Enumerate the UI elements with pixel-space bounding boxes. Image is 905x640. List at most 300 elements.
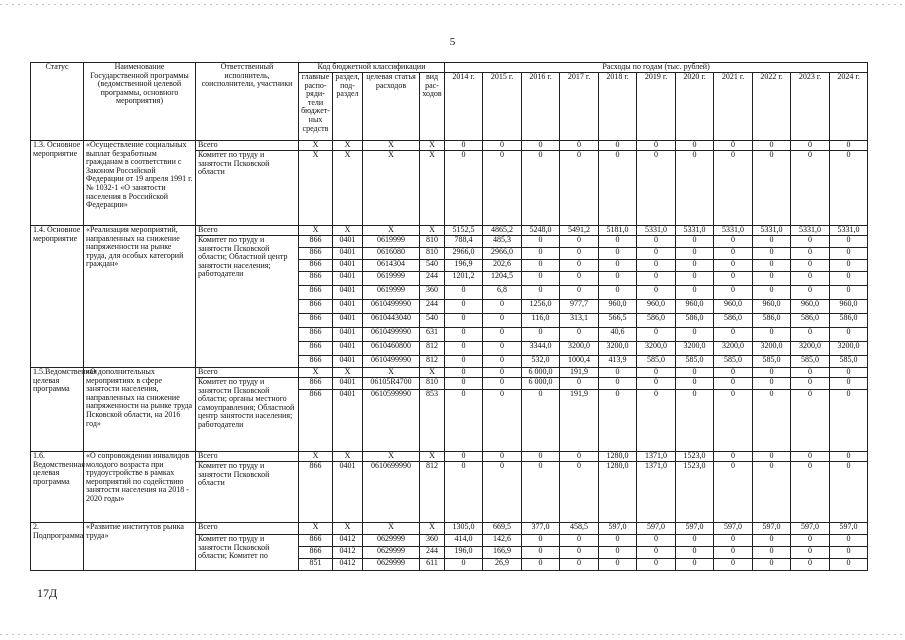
cell-expense: 0 xyxy=(637,272,676,286)
cell-csr: 0619999 xyxy=(363,286,420,300)
cell-expense: 5331,0 xyxy=(791,226,830,236)
cell-expense: 0 xyxy=(560,236,599,248)
cell-executor-total: Всего xyxy=(196,368,299,378)
table-body xyxy=(31,141,868,571)
cell-expense: 196,9 xyxy=(445,260,483,272)
cell-csr: 0610499990 xyxy=(363,328,420,342)
cell-rzpr: 0401 xyxy=(333,248,363,260)
cell-expense: 0 xyxy=(560,452,599,462)
cell-expense: 26,9 xyxy=(483,559,522,571)
cell-grbs: 866 xyxy=(299,260,333,272)
cell-expense: 0 xyxy=(560,260,599,272)
table-row xyxy=(31,226,868,236)
header-csr: целевая статья расходов xyxy=(363,73,420,141)
cell-expense: 0 xyxy=(483,141,522,151)
cell-expense: 5152,5 xyxy=(445,226,483,236)
cell-expense: 0 xyxy=(522,236,560,248)
cell-expense: 0 xyxy=(522,286,560,300)
cell-expense: 116,0 xyxy=(522,314,560,328)
cell-expense: 1201,2 xyxy=(445,272,483,286)
cell-expense: 0 xyxy=(560,462,599,523)
cell-expense: 960,0 xyxy=(676,300,714,314)
cell-expense: 5181,0 xyxy=(599,226,637,236)
cell-expense: 0 xyxy=(791,248,830,260)
cell-expense: 0 xyxy=(445,151,483,226)
cell-vr: 540 xyxy=(420,260,445,272)
cell-expense: 2966,0 xyxy=(483,248,522,260)
cell-grbs: 866 xyxy=(299,272,333,286)
cell-vr: X xyxy=(420,141,445,151)
cell-status: 1.3. Основное мероприятие xyxy=(31,141,84,226)
cell-vr: X xyxy=(420,151,445,226)
cell-expense: 0 xyxy=(676,248,714,260)
cell-expense: 1280,0 xyxy=(599,462,637,523)
cell-expense: 0 xyxy=(522,535,560,547)
cell-expense: 0 xyxy=(791,151,830,226)
cell-expense: 1523,0 xyxy=(676,452,714,462)
budget-table xyxy=(30,62,868,571)
cell-expense: 0 xyxy=(483,462,522,523)
header-vr: вид рас-ходов xyxy=(420,73,445,141)
cell-expense: 960,0 xyxy=(753,300,791,314)
cell-expense: 5331,0 xyxy=(676,226,714,236)
header-row-1 xyxy=(31,63,868,73)
cell-rzpr: X xyxy=(333,141,363,151)
header-year: 2017 г. xyxy=(560,73,599,141)
header-year: 2016 г. xyxy=(522,73,560,141)
cell-expense: 0 xyxy=(714,547,753,559)
cell-vr: 360 xyxy=(420,535,445,547)
cell-expense: 0 xyxy=(637,151,676,226)
cell-expense: 191,9 xyxy=(560,390,599,452)
cell-csr: 0619999 xyxy=(363,272,420,286)
cell-expense: 1256,0 xyxy=(522,300,560,314)
cell-expense: 0 xyxy=(560,141,599,151)
cell-expense: 3344,0 xyxy=(522,342,560,356)
cell-expense: 0 xyxy=(791,547,830,559)
cell-expense: 0 xyxy=(637,378,676,390)
cell-executor-detail: Комитет по труду и занятости Псковской области; органы местного самоуправления; Областной центр занятости населения; работодатели xyxy=(196,378,299,452)
cell-vr: 360 xyxy=(420,286,445,300)
cell-expense: 0 xyxy=(599,141,637,151)
cell-expense: 0 xyxy=(599,368,637,378)
cell-rzpr: 0401 xyxy=(333,390,363,452)
header-expenses: Расходы по годам (тыс. рублей) xyxy=(445,63,868,73)
cell-expense: 1204,5 xyxy=(483,272,522,286)
cell-expense: 585,0 xyxy=(714,356,753,368)
cell-expense: 0 xyxy=(599,390,637,452)
cell-expense: 0 xyxy=(830,141,868,151)
cell-expense: 0 xyxy=(522,462,560,523)
cell-expense: 0 xyxy=(483,356,522,368)
cell-expense: 0 xyxy=(676,559,714,571)
cell-expense: 40,6 xyxy=(599,328,637,342)
cell-expense: 788,4 xyxy=(445,236,483,248)
header-rzpr: раздел, под-раздел xyxy=(333,73,363,141)
cell-expense: 0 xyxy=(791,462,830,523)
cell-status: 1.4. Основное мероприятие xyxy=(31,226,84,368)
cell-expense: 1371,0 xyxy=(637,452,676,462)
cell-expense: 1523,0 xyxy=(676,462,714,523)
cell-expense: 597,0 xyxy=(753,523,791,535)
cell-expense: 0 xyxy=(676,378,714,390)
cell-csr: X xyxy=(363,368,420,378)
cell-expense: 0 xyxy=(830,151,868,226)
cell-expense: 0 xyxy=(522,559,560,571)
cell-expense: 0 xyxy=(560,328,599,342)
cell-expense: 0 xyxy=(714,141,753,151)
cell-expense: 0 xyxy=(830,462,868,523)
cell-expense: 0 xyxy=(637,141,676,151)
cell-expense: 0 xyxy=(560,151,599,226)
cell-grbs: 866 xyxy=(299,378,333,390)
cell-csr: X xyxy=(363,141,420,151)
cell-expense: 0 xyxy=(676,286,714,300)
cell-expense: 566,5 xyxy=(599,314,637,328)
cell-csr: X xyxy=(363,151,420,226)
cell-expense: 202,6 xyxy=(483,260,522,272)
cell-expense: 597,0 xyxy=(676,523,714,535)
cell-expense: 3200,0 xyxy=(714,342,753,356)
cell-vr: 810 xyxy=(420,248,445,260)
cell-expense: 597,0 xyxy=(830,523,868,535)
cell-expense: 0 xyxy=(483,368,522,378)
cell-expense: 0 xyxy=(753,378,791,390)
cell-rzpr: 0401 xyxy=(333,300,363,314)
cell-csr: 0610499990 xyxy=(363,300,420,314)
header-year: 2019 г. xyxy=(637,73,676,141)
cell-expense: 5331,0 xyxy=(753,226,791,236)
cell-expense: 585,0 xyxy=(830,356,868,368)
cell-csr: 0614304 xyxy=(363,260,420,272)
cell-rzpr: 0401 xyxy=(333,236,363,248)
cell-grbs: 866 xyxy=(299,248,333,260)
cell-expense: 586,0 xyxy=(637,314,676,328)
table-row xyxy=(31,141,868,151)
cell-expense: 0 xyxy=(483,378,522,390)
cell-expense: 0 xyxy=(753,272,791,286)
cell-expense: 977,7 xyxy=(560,300,599,314)
cell-expense: 0 xyxy=(830,559,868,571)
cell-expense: 586,0 xyxy=(753,314,791,328)
cell-expense: 0 xyxy=(637,248,676,260)
cell-expense: 586,0 xyxy=(714,314,753,328)
cell-expense: 0 xyxy=(753,141,791,151)
cell-expense: 3200,0 xyxy=(753,342,791,356)
cell-expense: 0 xyxy=(791,535,830,547)
cell-grbs: X xyxy=(299,452,333,462)
cell-expense: 0 xyxy=(522,547,560,559)
cell-expense: 0 xyxy=(676,151,714,226)
header-executor: Ответственный исполнитель, соисполнители, участники xyxy=(196,63,299,141)
cell-expense: 3200,0 xyxy=(830,342,868,356)
cell-expense: 0 xyxy=(676,260,714,272)
cell-expense: 960,0 xyxy=(791,300,830,314)
cell-grbs: X xyxy=(299,226,333,236)
cell-expense: 0 xyxy=(791,286,830,300)
cell-rzpr: X xyxy=(333,151,363,226)
cell-expense: 0 xyxy=(445,141,483,151)
cell-expense: 0 xyxy=(714,260,753,272)
cell-csr: 06105R4700 xyxy=(363,378,420,390)
cell-grbs: 866 xyxy=(299,328,333,342)
cell-vr: 244 xyxy=(420,300,445,314)
cell-expense: 0 xyxy=(599,236,637,248)
cell-rzpr: 0401 xyxy=(333,356,363,368)
cell-program-name: «Осуществление социальных выплат безработным гражданам в соответствии с Законом Российской Федерации от 19 апреля 1991 г. № 1032-1 «О занятости населения в Российской Федерации» xyxy=(84,141,196,226)
cell-expense: 4865,2 xyxy=(483,226,522,236)
cell-expense: 0 xyxy=(483,328,522,342)
cell-expense: 0 xyxy=(599,535,637,547)
cell-expense: 0 xyxy=(445,368,483,378)
cell-expense: 3200,0 xyxy=(637,342,676,356)
cell-expense: 0 xyxy=(560,547,599,559)
cell-expense: 0 xyxy=(522,260,560,272)
cell-expense: 0 xyxy=(483,342,522,356)
cell-expense: 0 xyxy=(791,452,830,462)
cell-expense: 0 xyxy=(522,248,560,260)
cell-expense: 0 xyxy=(522,272,560,286)
cell-expense: 0 xyxy=(599,378,637,390)
cell-expense: 377,0 xyxy=(522,523,560,535)
cell-expense: 3200,0 xyxy=(676,342,714,356)
table-row xyxy=(31,523,868,535)
header-year: 2023 г. xyxy=(791,73,830,141)
cell-executor-detail: Комитет по труду и занятости Псковской области; Комитет по xyxy=(196,535,299,571)
cell-expense: 0 xyxy=(753,328,791,342)
cell-expense: 0 xyxy=(599,547,637,559)
cell-expense: 0 xyxy=(791,559,830,571)
page-number: 5 xyxy=(449,36,456,48)
cell-program-name: «Развитие институтов рынка труда» xyxy=(84,523,196,571)
cell-rzpr: 0401 xyxy=(333,314,363,328)
cell-expense: 3200,0 xyxy=(560,342,599,356)
cell-expense: 0 xyxy=(830,535,868,547)
cell-expense: 0 xyxy=(714,559,753,571)
cell-expense: 0 xyxy=(753,248,791,260)
cell-executor-total: Всего xyxy=(196,141,299,151)
cell-vr: X xyxy=(420,523,445,535)
cell-expense: 0 xyxy=(445,328,483,342)
cell-expense: 0 xyxy=(753,535,791,547)
cell-expense: 0 xyxy=(599,559,637,571)
cell-expense: 0 xyxy=(714,368,753,378)
cell-expense: 0 xyxy=(637,260,676,272)
cell-rzpr: 0401 xyxy=(333,260,363,272)
cell-vr: X xyxy=(420,368,445,378)
cell-expense: 0 xyxy=(714,286,753,300)
cell-expense: 0 xyxy=(637,286,676,300)
cell-csr: 0610499990 xyxy=(363,356,420,368)
cell-vr: 611 xyxy=(420,559,445,571)
cell-expense: 3200,0 xyxy=(791,342,830,356)
cell-expense: 0 xyxy=(637,535,676,547)
cell-expense: 0 xyxy=(830,272,868,286)
cell-expense: 0 xyxy=(445,356,483,368)
cell-program-name: «О сопровождении инвалидов молодого возраста при трудоустройстве в рамках мероприятий по содействию занятости населения на 2018 - 2020 годы» xyxy=(84,452,196,523)
cell-expense: 0 xyxy=(753,236,791,248)
cell-expense: 0 xyxy=(599,272,637,286)
cell-grbs: X xyxy=(299,151,333,226)
cell-expense: 1280,0 xyxy=(599,452,637,462)
cell-grbs: X xyxy=(299,368,333,378)
cell-expense: 0 xyxy=(830,378,868,390)
cell-vr: 812 xyxy=(420,356,445,368)
cell-expense: 0 xyxy=(753,547,791,559)
cell-rzpr: 0412 xyxy=(333,559,363,571)
header-budget-code: Код бюджетной классификации xyxy=(299,63,445,73)
cell-expense: 669,5 xyxy=(483,523,522,535)
cell-expense: 414,0 xyxy=(445,535,483,547)
cell-expense: 0 xyxy=(522,328,560,342)
cell-expense: 960,0 xyxy=(714,300,753,314)
cell-status: 1.6. Ведомственная целевая программа xyxy=(31,452,84,523)
cell-expense: 0 xyxy=(560,286,599,300)
cell-rzpr: 0401 xyxy=(333,328,363,342)
cell-csr: 0629999 xyxy=(363,535,420,547)
header-year: 2022 г. xyxy=(753,73,791,141)
cell-expense: 0 xyxy=(445,286,483,300)
cell-expense: 0 xyxy=(560,248,599,260)
cell-expense: 0 xyxy=(599,151,637,226)
cell-expense: 0 xyxy=(483,390,522,452)
cell-rzpr: X xyxy=(333,368,363,378)
cell-expense: 0 xyxy=(791,378,830,390)
cell-vr: X xyxy=(420,452,445,462)
cell-expense: 0 xyxy=(714,272,753,286)
cell-executor-detail: Комитет по труду и занятости Псковской области xyxy=(196,151,299,226)
cell-expense: 0 xyxy=(830,390,868,452)
cell-expense: 586,0 xyxy=(676,314,714,328)
cell-expense: 0 xyxy=(599,286,637,300)
cell-expense: 585,0 xyxy=(637,356,676,368)
cell-expense: 5248,0 xyxy=(522,226,560,236)
header-year: 2021 г. xyxy=(714,73,753,141)
cell-expense: 0 xyxy=(483,300,522,314)
cell-rzpr: 0401 xyxy=(333,286,363,300)
cell-grbs: 866 xyxy=(299,314,333,328)
cell-expense: 0 xyxy=(676,547,714,559)
cell-vr: 631 xyxy=(420,328,445,342)
cell-expense: 313,1 xyxy=(560,314,599,328)
cell-vr: 540 xyxy=(420,314,445,328)
cell-expense: 166,9 xyxy=(483,547,522,559)
cell-expense: 0 xyxy=(753,151,791,226)
cell-expense: 0 xyxy=(791,236,830,248)
header-status: Статус xyxy=(31,63,84,141)
cell-vr: 810 xyxy=(420,236,445,248)
cell-expense: 0 xyxy=(830,236,868,248)
cell-csr: X xyxy=(363,523,420,535)
cell-expense: 0 xyxy=(830,368,868,378)
cell-expense: 960,0 xyxy=(637,300,676,314)
cell-expense: 585,0 xyxy=(676,356,714,368)
cell-expense: 0 xyxy=(714,248,753,260)
cell-expense: 5331,0 xyxy=(637,226,676,236)
cell-executor-total: Всего xyxy=(196,452,299,462)
cell-expense: 0 xyxy=(714,452,753,462)
cell-expense: 0 xyxy=(676,535,714,547)
cell-expense: 413,9 xyxy=(599,356,637,368)
header-year: 2020 г. xyxy=(676,73,714,141)
cell-expense: 0 xyxy=(637,236,676,248)
cell-expense: 0 xyxy=(753,368,791,378)
cell-expense: 0 xyxy=(483,151,522,226)
cell-expense: 0 xyxy=(791,390,830,452)
cell-expense: 0 xyxy=(599,248,637,260)
cell-expense: 597,0 xyxy=(791,523,830,535)
cell-csr: X xyxy=(363,226,420,236)
cell-executor-detail: Комитет по труду и занятости Псковской области xyxy=(196,462,299,523)
cell-expense: 0 xyxy=(714,462,753,523)
cell-expense: 142,6 xyxy=(483,535,522,547)
cell-expense: 0 xyxy=(830,547,868,559)
cell-expense: 0 xyxy=(560,559,599,571)
cell-expense: 585,0 xyxy=(753,356,791,368)
cell-expense: 485,3 xyxy=(483,236,522,248)
cell-expense: 532,0 xyxy=(522,356,560,368)
cell-rzpr: X xyxy=(333,523,363,535)
cell-grbs: 866 xyxy=(299,286,333,300)
cell-expense: 0 xyxy=(676,390,714,452)
cell-grbs: 866 xyxy=(299,462,333,523)
cell-rzpr: 0412 xyxy=(333,535,363,547)
cell-grbs: X xyxy=(299,523,333,535)
cell-csr: 0610599990 xyxy=(363,390,420,452)
header-grbs: главные распо-ряди-тели бюджет-ных средств xyxy=(299,73,333,141)
cell-grbs: X xyxy=(299,141,333,151)
cell-expense: 0 xyxy=(483,452,522,462)
cell-expense: 196,0 xyxy=(445,547,483,559)
cell-rzpr: 0401 xyxy=(333,342,363,356)
cell-vr: 244 xyxy=(420,272,445,286)
cell-expense: 0 xyxy=(445,300,483,314)
cell-csr: 0610460800 xyxy=(363,342,420,356)
scan-artifact-bottom xyxy=(0,634,905,635)
cell-grbs: 866 xyxy=(299,356,333,368)
cell-status: 1.5.Ведомственная целевая программа xyxy=(31,368,84,452)
cell-expense: 0 xyxy=(791,368,830,378)
cell-executor-total: Всего xyxy=(196,226,299,236)
cell-expense: 0 xyxy=(445,314,483,328)
cell-vr: 812 xyxy=(420,462,445,523)
cell-expense: 0 xyxy=(522,151,560,226)
cell-expense: 6 000,0 xyxy=(522,378,560,390)
cell-expense: 0 xyxy=(637,368,676,378)
cell-expense: 0 xyxy=(714,535,753,547)
cell-expense: 0 xyxy=(753,286,791,300)
cell-expense: 0 xyxy=(522,141,560,151)
cell-vr: 812 xyxy=(420,342,445,356)
cell-expense: 0 xyxy=(445,342,483,356)
cell-executor-detail: Комитет по труду и занятости Псковской области; Областной центр занятости населения; работодатели xyxy=(196,236,299,368)
cell-expense: 585,0 xyxy=(791,356,830,368)
cell-expense: 960,0 xyxy=(830,300,868,314)
cell-expense: 0 xyxy=(445,559,483,571)
cell-grbs: 866 xyxy=(299,535,333,547)
cell-expense: 0 xyxy=(830,328,868,342)
cell-rzpr: 0412 xyxy=(333,547,363,559)
cell-rzpr: X xyxy=(333,226,363,236)
cell-expense: 0 xyxy=(445,452,483,462)
cell-vr: 810 xyxy=(420,378,445,390)
cell-expense: 0 xyxy=(714,236,753,248)
cell-expense: 0 xyxy=(830,260,868,272)
cell-grbs: 851 xyxy=(299,559,333,571)
cell-expense: 960,0 xyxy=(599,300,637,314)
cell-expense: 0 xyxy=(637,547,676,559)
cell-expense: 597,0 xyxy=(714,523,753,535)
